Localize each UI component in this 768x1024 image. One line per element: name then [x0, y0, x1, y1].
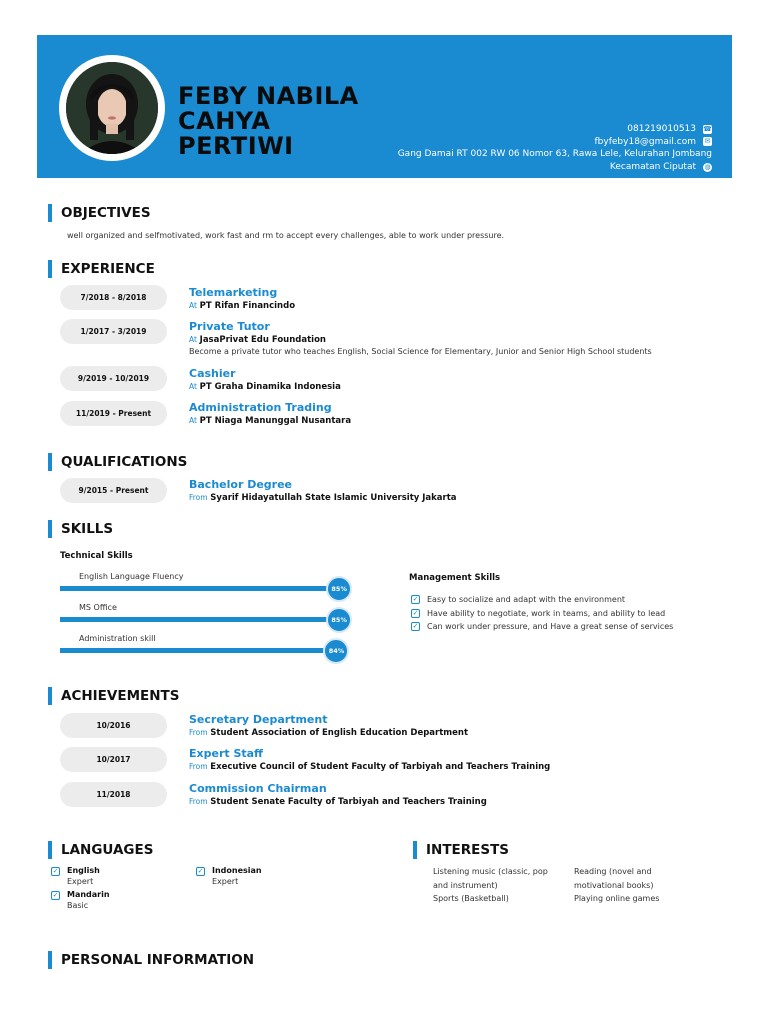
address-line: Kecamatan Ciputat — [609, 161, 696, 172]
experience-entry — [189, 401, 351, 427]
skill-bar — [60, 634, 354, 662]
org-prefix: From — [189, 762, 208, 771]
experience-date: 7/2018 - 8/2018 — [60, 285, 167, 310]
org-name: Executive Council of Student Faculty of Tarbiyah and Teachers Training — [210, 762, 551, 772]
achievement-org — [189, 796, 487, 808]
resume-header — [37, 35, 732, 178]
check-icon: ✓ — [412, 608, 419, 617]
achievement-role: Commission Chairman — [189, 782, 327, 795]
experience-org — [189, 381, 341, 393]
skill-percent-badge: 84% — [323, 638, 349, 664]
achievement-date: 10/2016 — [60, 713, 167, 738]
contact-address-2 — [398, 161, 712, 174]
qualification-org — [189, 492, 457, 504]
skill-percent-badge: 85% — [326, 607, 352, 633]
org-name: Student Senate Faculty of Tarbiyah and Teachers Training — [210, 797, 487, 807]
experience-entry — [189, 320, 652, 358]
language-item — [52, 890, 110, 911]
achievement-entry — [189, 747, 550, 773]
contact-email — [398, 136, 712, 149]
language-item — [52, 866, 100, 887]
language-item — [197, 866, 262, 887]
list-item — [411, 593, 673, 607]
management-skills-title: Management Skills — [409, 573, 501, 583]
section-title-experience: EXPERIENCE — [48, 260, 155, 278]
skill-fill — [60, 648, 288, 653]
envelope-icon: ✉ — [704, 137, 711, 146]
check-icon: ✓ — [52, 891, 59, 899]
org-name: JasaPrivat Edu Foundation — [199, 335, 326, 345]
section-title-interests: INTERESTS — [413, 841, 509, 859]
management-skill: Easy to socialize and adapt with the environment — [427, 595, 626, 604]
org-prefix: At — [189, 301, 197, 310]
list-item — [411, 607, 673, 621]
objective-text: well organized and selfmotivated, work fast and rm to accept every challenges, able to work under pressure. — [67, 231, 505, 240]
interest-line: Listening music (classic, pop — [433, 867, 548, 876]
skill-bar — [60, 572, 354, 600]
org-name: PT Rifan Financindo — [199, 301, 296, 311]
language-level: Expert — [67, 876, 94, 886]
experience-entry — [189, 286, 295, 312]
experience-date: 11/2019 - Present — [60, 401, 167, 426]
experience-role: Administration Trading — [189, 401, 332, 414]
section-title-achievements: ACHIEVEMENTS — [48, 687, 179, 705]
candidate-name — [178, 84, 359, 159]
contact-address-1 — [398, 148, 712, 161]
experience-role: Private Tutor — [189, 320, 270, 333]
interest-line: motivational books) — [574, 880, 654, 890]
list-item — [411, 620, 673, 634]
experience-org — [189, 334, 652, 346]
contact-phone — [398, 123, 712, 136]
achievement-date: 11/2018 — [60, 782, 167, 807]
org-prefix: At — [189, 382, 197, 391]
address-line: Gang Damai RT 002 RW 06 Nomor 63, Rawa Lele, Kelurahan Jombang — [397, 149, 712, 160]
skill-track — [60, 648, 332, 653]
achievement-entry — [189, 713, 468, 739]
org-name: Student Association of English Education Department — [210, 728, 469, 738]
achievement-role: Secretary Department — [189, 713, 328, 726]
language-name: English — [67, 866, 100, 875]
skill-track — [60, 586, 332, 591]
org-prefix: From — [189, 493, 208, 502]
management-skill: Can work under pressure, and Have a great sense of services — [427, 622, 674, 631]
phone-number: 081219010513 — [627, 124, 696, 134]
name-line: CAHYA — [178, 107, 271, 135]
section-title-qualifications: QUALIFICATIONS — [48, 453, 187, 471]
section-title-personal-information: PERSONAL INFORMATION — [48, 951, 254, 969]
globe-icon: ◍ — [704, 162, 711, 171]
email-address: fbyfeby18@gmail.com — [594, 136, 696, 147]
org-name: Syarif Hidayatullah State Islamic University Jakarta — [210, 493, 457, 503]
qualification-entry — [189, 478, 457, 504]
language-name: Indonesian — [212, 866, 262, 875]
name-line: FEBY NABILA — [178, 82, 359, 110]
section-title-skills: SKILLS — [48, 520, 113, 538]
achievement-org — [189, 761, 550, 773]
interest-line: Playing online games — [574, 894, 660, 903]
experience-org — [189, 415, 351, 427]
phone-icon: ☎ — [703, 124, 712, 133]
experience-description: Become a private tutor who teaches English, Social Science for Elementary, Junior and Senior High School students — [189, 347, 652, 356]
skill-fill — [60, 586, 291, 591]
org-prefix: From — [189, 797, 208, 806]
interest-line: Reading (novel and — [574, 867, 652, 876]
experience-role: Telemarketing — [189, 286, 278, 299]
check-icon: ✓ — [412, 595, 419, 604]
achievement-role: Expert Staff — [189, 747, 263, 760]
check-icon: ✓ — [412, 622, 419, 631]
skill-bar — [60, 603, 354, 631]
achievement-org — [189, 727, 468, 739]
org-prefix: At — [189, 416, 197, 425]
profile-photo — [66, 62, 158, 154]
skill-track — [60, 617, 332, 622]
management-skill: Have ability to negotiate, work in teams, and ability to lead — [427, 608, 666, 618]
achievement-date: 10/2017 — [60, 747, 167, 772]
skill-name: MS Office — [79, 603, 117, 612]
org-name: PT Niaga Manunggal Nusantara — [199, 416, 352, 426]
experience-entry — [189, 367, 341, 393]
interests-column — [433, 865, 548, 906]
qualification-date: 9/2015 - Present — [60, 478, 167, 503]
experience-date: 1/2017 - 3/2019 — [60, 319, 167, 344]
skill-name: English Language Fluency — [79, 572, 184, 581]
interests-column — [574, 865, 659, 906]
org-prefix: From — [189, 728, 208, 737]
org-name: PT Graha Dinamika Indonesia — [199, 382, 341, 392]
language-level: Expert — [212, 876, 239, 886]
skill-fill — [60, 617, 291, 622]
avatar-frame — [59, 55, 165, 161]
qualification-degree: Bachelor Degree — [189, 478, 293, 491]
org-prefix: At — [189, 335, 197, 344]
skill-percent-badge: 85% — [326, 576, 352, 602]
section-title-objectives: OBJECTIVES — [48, 204, 151, 222]
check-icon: ✓ — [52, 867, 59, 875]
interest-line: Sports (Basketball) — [433, 894, 509, 903]
check-icon: ✓ — [197, 867, 204, 875]
name-line: PERTIWI — [178, 132, 294, 160]
avatar — [66, 62, 158, 154]
section-title-languages: LANGUAGES — [48, 841, 153, 859]
experience-org — [189, 300, 295, 312]
language-level: Basic — [67, 900, 89, 910]
contact-info — [398, 123, 712, 173]
achievement-entry — [189, 782, 487, 808]
experience-date: 9/2019 - 10/2019 — [60, 366, 167, 391]
management-skills-list — [411, 593, 673, 634]
skill-name: Administration skill — [79, 634, 156, 643]
interest-line: and instrument) — [433, 880, 498, 890]
language-name: Mandarin — [67, 890, 110, 899]
technical-skills-title: Technical Skills — [60, 551, 133, 561]
experience-role: Cashier — [189, 367, 236, 380]
